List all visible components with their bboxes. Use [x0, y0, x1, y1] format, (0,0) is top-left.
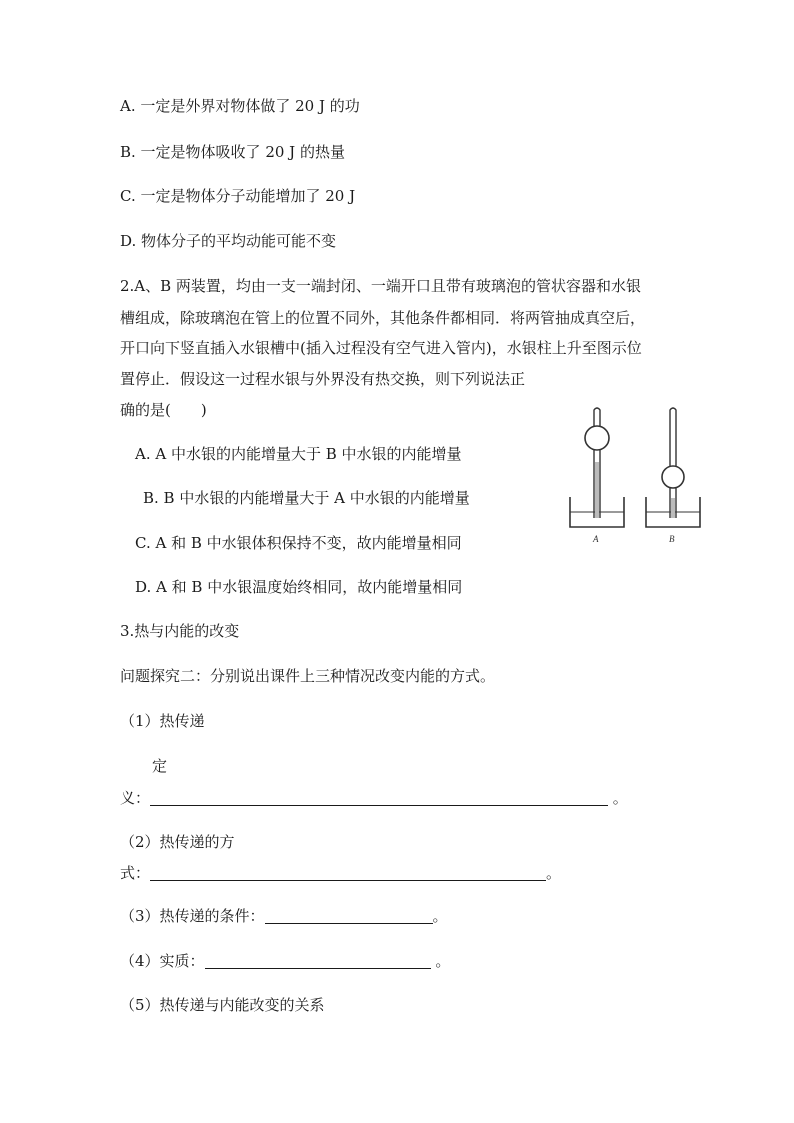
item-4-row [120, 951, 450, 971]
item-2-label-part2: 式： [120, 864, 151, 882]
item-3-end: 。 [432, 907, 448, 925]
figure-label-a: A [593, 534, 599, 544]
section3-title: 3.热与内能的改变 [120, 622, 240, 640]
item-3-row [120, 906, 448, 926]
q1-option-c: C. 一定是物体分子动能增加了 20 J [120, 187, 356, 205]
q2-stem-line-2: 槽组成，除玻璃泡在管上的位置不同外，其他条件都相同．将两管抽成真空后， [120, 309, 646, 327]
item-2-end: 。 [546, 864, 562, 882]
mercury-tube-figure [562, 402, 702, 547]
definition-label-part2: 义： [120, 789, 151, 807]
definition-end: 。 [612, 789, 628, 807]
item-3-label: （3）热传递的条件： [120, 907, 265, 925]
q2-option-a: A. A 中水银的内能增量大于 B 中水银的内能增量 [135, 445, 462, 463]
q2-option-c: C. A 和 B 中水银体积保持不变，故内能增量相同 [135, 534, 462, 552]
q1-option-b: B. 一定是物体吸收了 20 J 的热量 [120, 143, 345, 161]
q2-stem-line-5: 确的是( ) [120, 401, 207, 419]
q2-option-b: B. B 中水银的内能增量大于 A 中水银的内能增量 [143, 489, 470, 507]
q2-stem-line-4: 置停止．假设这一过程水银与外界没有热交换，则下列说法正 [120, 370, 526, 388]
q1-option-d: D. 物体分子的平均动能可能不变 [120, 232, 337, 250]
item-5-relation: （5）热传递与内能改变的关系 [120, 996, 325, 1014]
figure-label-b: B [669, 534, 675, 544]
condition-blank[interactable] [265, 907, 433, 924]
essence-blank[interactable] [205, 952, 431, 969]
mercury-column-a [595, 462, 599, 518]
q1-option-a: A. 一定是外界对物体做了 20 J 的功 [120, 97, 360, 115]
definition-row [120, 788, 628, 808]
item-2-label-part1: （2）热传递的方 [120, 833, 235, 851]
item-4-end: 。 [435, 952, 451, 970]
method-blank[interactable] [150, 864, 546, 881]
item-2-row [120, 863, 561, 883]
definition-blank[interactable] [150, 789, 608, 806]
item-1-heat-transfer: （1）热传递 [120, 712, 205, 730]
definition-label-part1: 定 [152, 757, 168, 775]
item-4-label: （4）实质： [120, 952, 205, 970]
q2-option-d: D. A 和 B 中水银温度始终相同，故内能增量相同 [135, 578, 463, 596]
q2-stem-line-1: 2.A、B 两装置，均由一支一端封闭、一端开口且带有玻璃泡的管状容器和水银 [120, 277, 641, 295]
section3-problem: 问题探究二：分别说出课件上三种情况改变内能的方式。 [120, 667, 496, 685]
mercury-column-b [671, 498, 675, 518]
q2-stem-line-3: 开口向下竖直插入水银槽中(插入过程没有空气进入管内)，水银柱上升至图示位 [120, 339, 642, 357]
